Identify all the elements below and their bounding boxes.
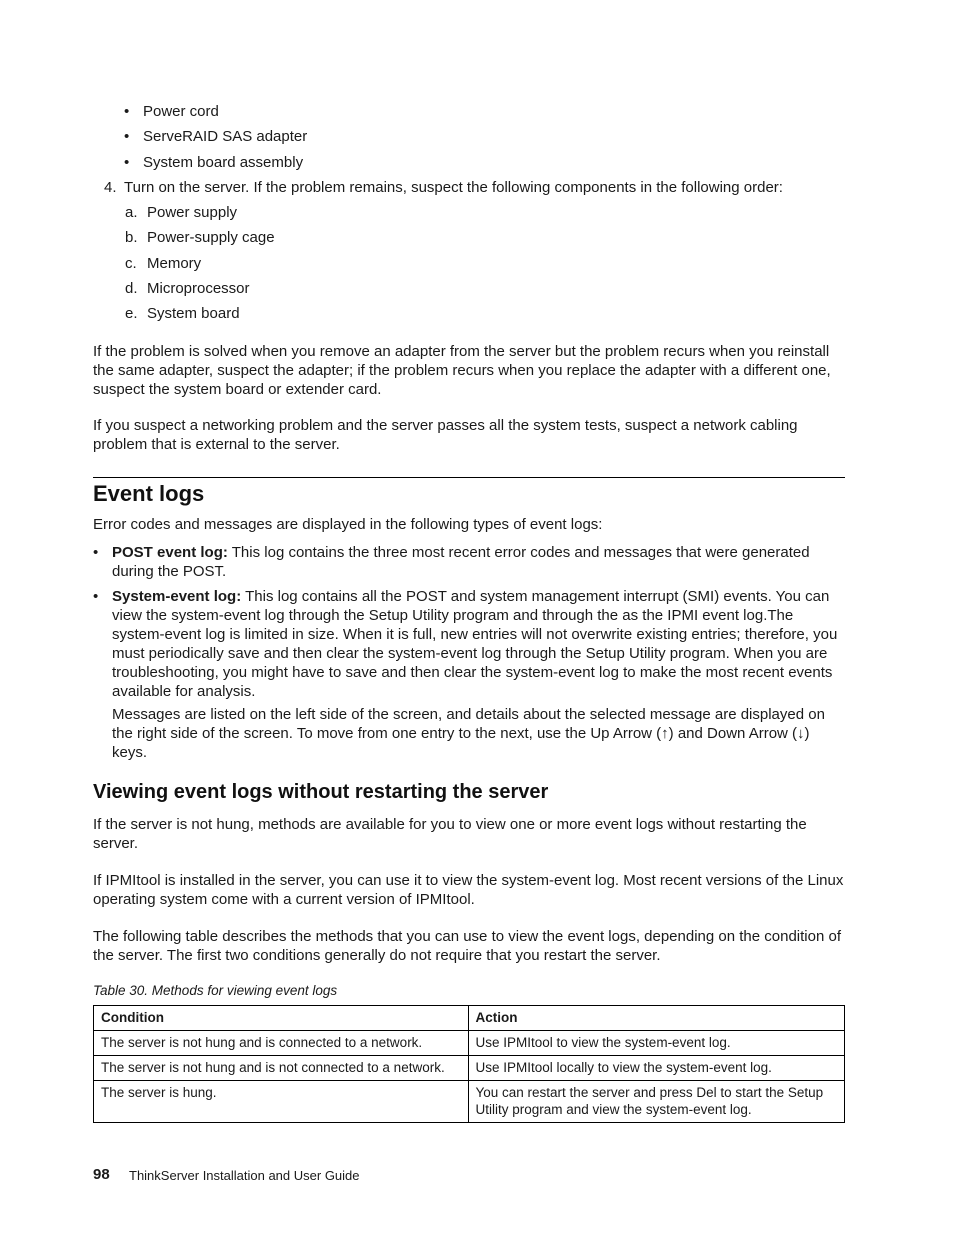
event-logs-intro: Error codes and messages are displayed in the following types of event logs:: [93, 516, 603, 533]
event-log-methods-table: [93, 1005, 845, 1123]
bullet-icon: •: [93, 544, 99, 561]
table-row: [94, 1056, 845, 1081]
post-event-log-text: This log contains the three most recent error codes and messages that were generated during the POST.: [112, 544, 810, 580]
list-item-text: Microprocessor: [147, 280, 250, 297]
footer-title: ThinkServer Installation and User Guide: [129, 1168, 360, 1183]
table-cell: The server is not hung and is not connected to a network.: [94, 1056, 469, 1081]
table-cell: Use IPMItool locally to view the system-event log.: [468, 1056, 845, 1081]
table-cell: You can restart the server and press Del to start the Setup Utility program and view the system-event log.: [468, 1081, 845, 1123]
list-marker: a.: [125, 204, 138, 221]
table-row: [94, 1081, 845, 1123]
list-marker: c.: [125, 255, 137, 272]
step-number: 4.: [104, 179, 117, 196]
network-paragraph: If you suspect a networking problem and the server passes all the system tests, suspect a network cabling problem that is external to the server.: [93, 417, 798, 453]
event-logs-heading: Event logs: [93, 481, 205, 506]
messages-paragraph: Messages are listed on the left side of the screen, and details about the selected message are displayed on the right side of the screen. To move from one entry to the next, use the Up Arrow (↑) and Down Arrow (↓) keys.: [112, 706, 825, 761]
viewing-paragraph-3: The following table describes the methods that you can use to view the event logs, depending on the condition of the server. The first two conditions generally do not require that you restart the server.: [93, 928, 841, 964]
list-item-text: Power-supply cage: [147, 229, 275, 246]
table-header-cell: Condition: [94, 1006, 469, 1031]
table-cell: The server is hung.: [94, 1081, 469, 1123]
list-marker: d.: [125, 280, 138, 297]
bullet-icon: •: [124, 128, 130, 145]
table-header-cell: Action: [468, 1006, 845, 1031]
table-header-row: [94, 1006, 845, 1031]
bullet-icon: •: [124, 103, 130, 120]
post-event-log-item: [112, 543, 845, 581]
list-item-text: Memory: [147, 255, 202, 272]
viewing-event-logs-heading: Viewing event logs without restarting the server: [93, 781, 549, 803]
list-marker: b.: [125, 229, 138, 246]
list-marker: e.: [125, 305, 138, 322]
list-item: [125, 254, 202, 273]
list-item: [125, 228, 275, 247]
list-item: • ServeRAID SAS adapter: [124, 128, 308, 145]
bullet-icon: •: [93, 588, 99, 605]
list-item: [125, 203, 238, 222]
page-number: 98: [93, 1166, 110, 1183]
system-event-log-item: [112, 587, 845, 701]
list-item: • System board assembly: [124, 154, 304, 171]
list-item-text: Power supply: [147, 204, 238, 221]
section-divider: [93, 477, 845, 478]
system-event-log-text: This log contains all the POST and system management interrupt (SMI) events. You can view the system-event log through the Setup Utility program and through the as the IPMI event log.The system-event log is limited in size. When it is full, new entries will not overwrite existing entries; therefore, you must periodically save and then clear the system-event log through the Setup Utility program. When you are troubleshooting, you might have to save and then clear the system-event log to make the most recent events available for analysis.: [112, 588, 838, 700]
table-caption: Table 30. Methods for viewing event logs: [93, 983, 338, 998]
system-event-log-label: System-event log:: [112, 588, 242, 605]
post-event-log-label: POST event log:: [112, 544, 228, 561]
adapter-paragraph: If the problem is solved when you remove an adapter from the server but the problem recurs when you reinstall the same adapter, suspect the adapter; if the problem recurs when you replace the adapter with a different one, suspect the system board or extender card.: [93, 343, 831, 398]
bullet-icon: •: [124, 154, 130, 171]
table-cell: Use IPMItool to view the system-event log.: [468, 1031, 845, 1056]
viewing-paragraph-2: If IPMItool is installed in the server, you can use it to view the system-event log. Most recent versions of the Linux operating system come with a current version of IPMItool.: [93, 872, 844, 908]
table-cell: The server is not hung and is connected to a network.: [94, 1031, 469, 1056]
list-item-text: System board: [147, 305, 240, 322]
step-text: Turn on the server. If the problem remains, suspect the following components in the following order:: [124, 179, 783, 196]
list-item: • Power cord: [124, 103, 219, 120]
viewing-paragraph-1: If the server is not hung, methods are available for you to view one or more event logs without restarting the server.: [93, 816, 807, 852]
table-row: [94, 1031, 845, 1056]
list-item: [125, 304, 240, 323]
list-item: [125, 279, 250, 298]
